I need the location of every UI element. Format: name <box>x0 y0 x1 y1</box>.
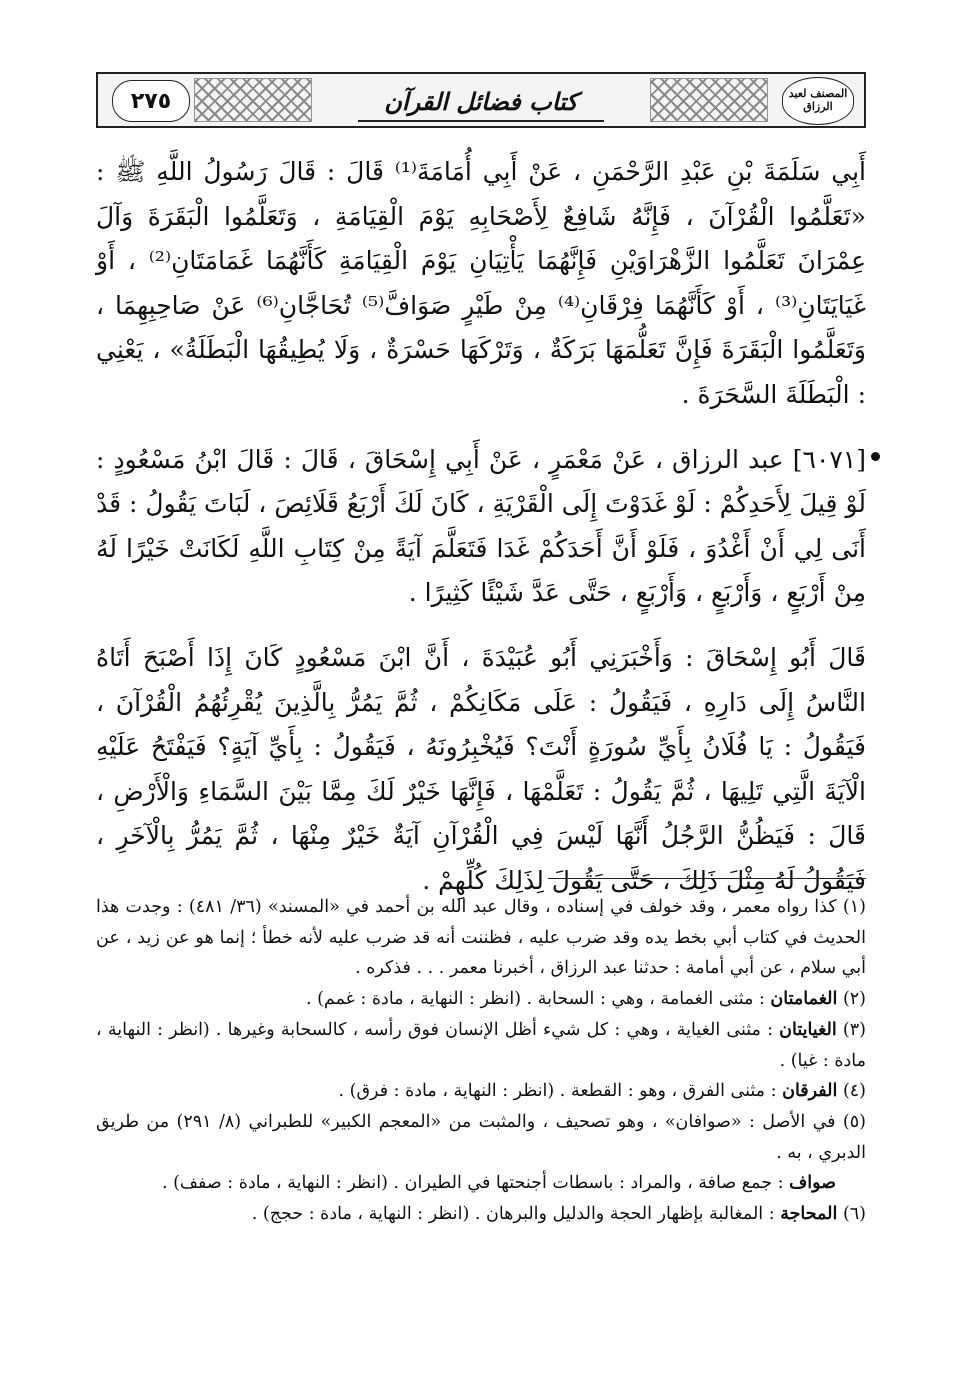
main-text <box>96 150 866 904</box>
hadith-paragraph-1: أَبِي سَلَمَةَ بْنِ عَبْدِ الرَّحْمَنِ ، عَنْ أَبِي أُمَامَةَ⁽¹⁾ قَالَ : قَالَ رَسُولُ اللَّهِ ﷺ : «تَعَلَّمُوا الْقُرْآنَ ، فَإِنَّهُ شَافِعٌ لِأَصْحَابِهِ يَوْمَ الْقِيَامَةِ ، وَتَعَلَّمُوا الْبَقَرَةَ وَآلَ عِمْرَانَ تَعَلَّمُوا الزَّهْرَاوَيْنِ فَإِنَّهُمَا يَأْتِيَانِ يَوْمَ الْقِيَامَةِ كَأَنَّهُمَا غَمَامَتَانِ⁽²⁾ ، أَوْ غَيَايَتَانِ⁽³⁾ ، أَوْ كَأَنَّهُمَا فِرْقَانِ⁽⁴⁾ مِنْ طَيْرٍ صَوَافَّ⁽⁵⁾ تُحَاجَّانِ⁽⁶⁾ عَنْ صَاحِبِهِمَا ، وَتَعَلَّمُوا الْبَقَرَةَ فَإِنَّ تَعَلُّمَهَا بَرَكَةٌ ، وَتَرْكَهَا حَسْرَةٌ ، وَلَا يُطِيقُهَا الْبَطَلَةُ» ، يَعْنِي : الْبَطَلَةَ السَّحَرَةَ . <box>96 157 867 409</box>
footnote-3 <box>96 1015 866 1076</box>
footnote-5-note-text: : جمع صافة ، والمراد : باسطات أجنحتها في الطيران . (انظر : النهاية ، مادة : صفف) . <box>161 1173 784 1194</box>
footnote-5-term: صواف <box>789 1173 836 1194</box>
footnote-3-term: الغيايتان <box>779 1019 837 1040</box>
footnote-1: (١) كذا رواه معمر ، وقد خولف في إسناده ، وقال عبد الله بن أحمد في «المسند» (٣٦/ ٤٨١) : وجدت هذا الحديث في كتاب أبي بخط يده وقد ضرب عليه ، فظننت أنه قد ضرب عليه لأنه خطأ ؛ إنما هو عن زيد ، عن أبي سلام ، عن أبي أمامة : حدثنا عبد الرزاق ، أخبرنا معمر . . . فذكره . <box>96 897 866 979</box>
footnote-2-text: : مثنى الغمامة ، وهي : السحابة . (انظر : النهاية ، مادة : غمم) . <box>305 989 765 1010</box>
footnote-4-number: (٤) <box>842 1081 866 1102</box>
footnote-2-term: الغمامتان <box>770 989 838 1010</box>
footnotes <box>96 892 866 1230</box>
footnote-5: (٥) في الأصل : «صوافان» ، وهو تصحيف ، والمثبت من «المعجم الكبير» للطبراني (٨/ ٢٩١) من طريق الدبري ، به . <box>96 1111 866 1163</box>
header-title: كتاب فضائل القرآن <box>358 82 604 122</box>
ornament-left <box>194 78 312 122</box>
footnote-2 <box>96 984 866 1015</box>
footnote-6 <box>96 1199 866 1230</box>
footnote-3-number: (٣) <box>842 1019 866 1040</box>
page-number: ٢٧٥ <box>112 80 190 122</box>
footnote-separator <box>548 878 866 879</box>
footnote-6-number: (٦) <box>842 1204 866 1225</box>
footnote-4-term: الفرقان <box>782 1081 838 1102</box>
ornament-right <box>650 78 768 122</box>
footnote-4 <box>96 1076 866 1107</box>
footnote-5-note <box>96 1168 866 1199</box>
hadith-paragraph-3: قَالَ أَبُو إِسْحَاقَ : وَأَخْبَرَنِي أَبُو عُبَيْدَةَ ، أَنَّ ابْنَ مَسْعُودٍ كَانَ إِذَا أَصْبَحَ أَتَاهُ النَّاسُ إِلَى دَارِهِ ، فَيَقُولُ : عَلَى مَكَانِكُمْ ، ثُمَّ يَمُرُّ بِالَّذِينَ يُقْرِئُهُمُ الْقُرْآنَ ، فَيَقُولُ : يَا فُلَانُ بِأَيِّ سُورَةٍ أَنْتَ؟ فَيُخْبِرُونَهُ ، فَيَقُولُ : بِأَيِّ آيَةٍ؟ فَيَفْتَحُ عَلَيْهِ الْآيَةَ الَّتِي تَلِيهَا ، ثُمَّ يَقُولُ : تَعَلَّمْهَا ، فَإِنَّهَا خَيْرٌ لَكَ مِمَّا بَيْنَ السَّمَاءِ وَالْأَرْضِ ، قَالَ : فَيَظُنُّ الرَّجُلُ أَنَّهَا لَيْسَ فِي الْقُرْآنِ آيَةٌ خَيْرٌ مِنْهَا ، ثُمَّ يَمُرُّ بِالْآخَرِ ، فَيَقُولُ لَهُ مِثْلَ ذَلِكَ ، حَتَّى يَقُولَ لِذَلِكَ كُلِّهِمْ . <box>96 642 866 895</box>
footnote-3-text: : مثنى الغياية ، وهي : كل شيء أظل الإنسان فوق رأسه ، كالسحابة وغيرها . (انظر : النهاية ، مادة : غيا) . <box>96 1019 866 1071</box>
footnote-6-text: : المغالبة بإظهار الحجة والدليل والبرهان . (انظر : النهاية ، مادة : حجج) . <box>251 1204 775 1225</box>
hadith-paragraph-2: [٦٠٧١] عبد الرزاق ، عَنْ مَعْمَرٍ ، عَنْ أَبِي إِسْحَاقَ ، قَالَ : قَالَ ابْنُ مَسْعُودٍ : لَوْ قِيلَ لِأَحَدِكُمْ : لَوْ غَدَوْتَ إِلَى الْقَرْيَةِ ، كَانَ لَكَ أَرْبَعُ قَلَائِصَ ، لَبَاتَ يَقُولُ : قَدْ أَنَى لِي أَنْ أَغْدُوَ ، فَلَوْ أَنَّ أَحَدَكُمْ غَدَا فَتَعَلَّمَ آيَةً مِنْ كِتَابِ اللَّهِ لَكَانَتْ خَيْرًا لَهُ مِنْ أَرْبَعٍ ، وَأَرْبَعٍ ، وَأَرْبَعٍ ، حَتَّى عَدَّ شَيْئًا كَثِيرًا . <box>96 444 866 608</box>
bullet-marker <box>871 452 880 461</box>
footnote-4-text: : مثنى الفرق ، وهو : القطعة . (انظر : النهاية ، مادة : فرق) . <box>338 1081 777 1102</box>
hadith-paragraph-2-wrap <box>96 438 866 616</box>
footnote-2-number: (٢) <box>842 989 866 1010</box>
footnote-6-term: المحاجة <box>780 1204 838 1225</box>
book-emblem: المصنف لعبد الرزاق <box>782 77 854 125</box>
page-header <box>96 72 866 128</box>
